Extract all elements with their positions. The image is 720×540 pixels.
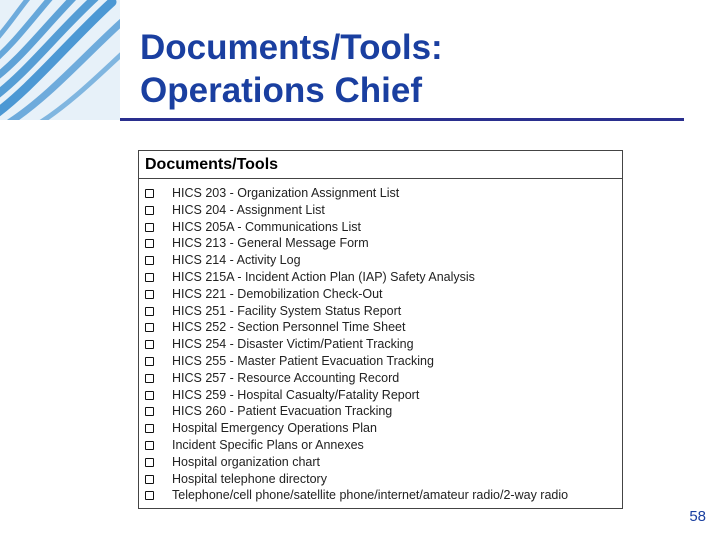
documents-list xyxy=(139,179,622,504)
list-item-label: HICS 251 - Facility System Status Report xyxy=(172,303,402,318)
list-item xyxy=(139,235,622,252)
checkbox-icon[interactable] xyxy=(145,491,154,500)
list-item-label: HICS 254 - Disaster Victim/Patient Tracking xyxy=(172,337,414,352)
checkbox-icon[interactable] xyxy=(145,307,154,316)
list-item-label: HICS 213 - General Message Form xyxy=(172,236,369,251)
checkbox-icon[interactable] xyxy=(145,256,154,265)
list-item-label: Hospital telephone directory xyxy=(172,471,327,486)
slide-title-line-2: Operations Chief xyxy=(140,71,422,110)
list-item xyxy=(139,471,622,488)
checkbox-icon[interactable] xyxy=(145,441,154,450)
title-divider xyxy=(120,118,684,121)
list-item xyxy=(139,286,622,303)
checkbox-icon[interactable] xyxy=(145,374,154,383)
list-item xyxy=(139,387,622,404)
list-item xyxy=(139,370,622,387)
list-item xyxy=(139,336,622,353)
list-item-label: HICS 203 - Organization Assignment List xyxy=(172,186,400,200)
checkbox-icon[interactable] xyxy=(145,458,154,467)
checkbox-icon[interactable] xyxy=(145,323,154,332)
list-item-label: Telephone/cell phone/satellite phone/internet/amateur radio/2-way radio xyxy=(172,488,569,503)
checkbox-icon[interactable] xyxy=(145,357,154,366)
list-item-label: HICS 255 - Master Patient Evacuation Tracking xyxy=(172,353,434,368)
slide-title xyxy=(140,26,443,112)
list-item xyxy=(139,252,622,269)
checkbox-icon[interactable] xyxy=(145,206,154,215)
list-item-label: Hospital organization chart xyxy=(172,454,320,469)
checkbox-icon[interactable] xyxy=(145,407,154,416)
list-item-label: HICS 259 - Hospital Casualty/Fatality Report xyxy=(172,387,420,402)
list-item xyxy=(139,353,622,370)
list-item xyxy=(139,437,622,454)
slide-title-line-1: Documents/Tools: xyxy=(140,28,443,67)
list-item-label: HICS 257 - Resource Accounting Record xyxy=(172,370,400,385)
list-item-label: Hospital Emergency Operations Plan xyxy=(172,421,377,436)
checkbox-icon[interactable] xyxy=(145,239,154,248)
list-item xyxy=(139,303,622,320)
list-item xyxy=(139,269,622,286)
list-item xyxy=(139,403,622,420)
list-item xyxy=(139,319,622,336)
checkbox-icon[interactable] xyxy=(145,273,154,282)
list-item-label: HICS 205A - Communications List xyxy=(172,219,361,234)
list-item-label: HICS 260 - Patient Evacuation Tracking xyxy=(172,404,393,419)
checkbox-icon[interactable] xyxy=(145,424,154,433)
list-item xyxy=(139,202,622,219)
list-item-label: HICS 221 - Demobilization Check-Out xyxy=(172,286,383,301)
list-item-label: HICS 214 - Activity Log xyxy=(172,253,301,268)
list-item xyxy=(139,420,622,437)
list-item xyxy=(139,219,622,236)
documents-panel xyxy=(138,150,623,509)
checkbox-icon[interactable] xyxy=(145,223,154,232)
checkbox-icon[interactable] xyxy=(145,290,154,299)
checkbox-icon[interactable] xyxy=(145,475,154,484)
list-item-label: HICS 204 - Assignment List xyxy=(172,202,325,217)
list-item xyxy=(139,185,622,202)
swoosh-logo-icon xyxy=(0,0,120,120)
list-item-label: HICS 252 - Section Personnel Time Sheet xyxy=(172,320,406,335)
list-item-label: HICS 215A - Incident Action Plan (IAP) Safety Analysis xyxy=(172,269,475,284)
list-item xyxy=(139,454,622,471)
list-item xyxy=(139,487,622,504)
list-item-label: Incident Specific Plans or Annexes xyxy=(172,437,364,452)
checkbox-icon[interactable] xyxy=(145,189,154,198)
checkbox-icon[interactable] xyxy=(145,340,154,349)
documents-header: Documents/Tools xyxy=(139,151,622,179)
page-number: 58 xyxy=(689,508,706,525)
checkbox-icon[interactable] xyxy=(145,391,154,400)
